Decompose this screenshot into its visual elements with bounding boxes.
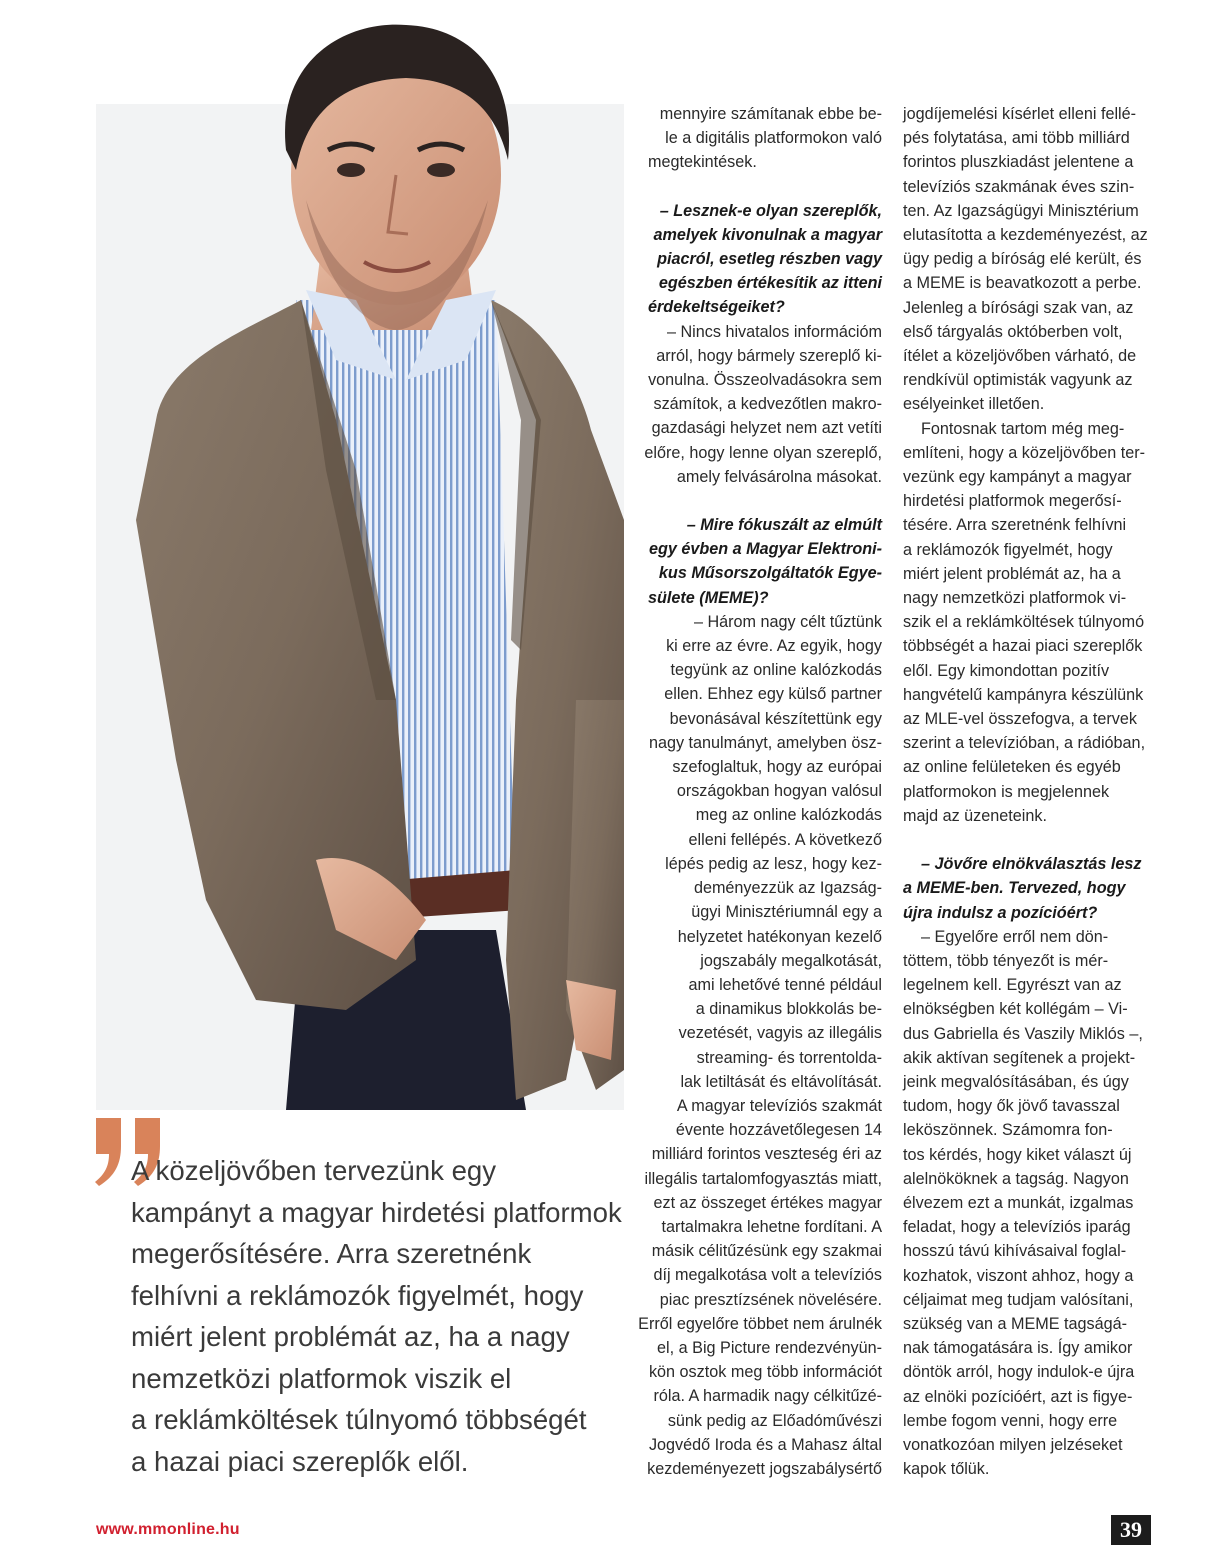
article-text-line: tegyünk az online kalózkodás [670,661,882,680]
pull-quote-line: nemzetközi platformok viszik el [131,1362,512,1394]
article-text-line: évente hozzávetőlegesen 14 [675,1121,882,1140]
article-text-line: élvezem ezt a munkát, izgalmas [903,1193,1134,1212]
interview-question-line: érdekeltségeiket? [648,298,785,317]
article-text-line: – Egyelőre erről nem dön- [921,927,1109,946]
article-text-line: akik aktívan segítenek a projekt- [903,1048,1136,1067]
article-text-line: az elnöki pozícióért, azt is figye- [903,1387,1133,1406]
article-text-line: – Három nagy célt tűztünk [693,612,882,631]
article-text-line: elutasította a kezdeményezést, az [903,226,1148,245]
article-text-line: tésére. Arra szeretnénk felhívni [903,516,1127,535]
article-text-line: másik célitűzésünk egy szakmai [651,1242,882,1261]
article-text-line: piac presztízsének növelésére. [659,1290,882,1309]
article-text-line: Jogvédő Iroda és a Mahasz által [648,1435,882,1454]
article-text-line: nagy tanulmányt, amelyben ösz- [648,733,882,752]
article-text-line: kozhatok, viszont ahhoz, hogy a [903,1266,1134,1285]
pull-quote-line: a reklámköltések túlnyomó többségét [131,1404,587,1435]
article-text-line: említeni, hogy a közeljövőben ter- [903,443,1146,462]
article-text-line: kön osztok meg több információt [648,1363,882,1382]
article-text-line: többségét a hazai piaci szereplők [903,637,1143,656]
article-text-line: elől. Egy kimondottan pozitív [903,661,1110,680]
article-column-middle [630,102,882,1481]
article-text-line: Fontosnak tartom még meg- [921,419,1125,438]
article-text-line: nak támogatására is. Így amikor [903,1339,1133,1358]
article-text-line: ügyi Minisztériumnál egy a [691,903,882,922]
article-text-line: – Nincs hivatalos információm [666,322,882,341]
article-text-line: Jelenleg a bírósági szak van, az [903,298,1134,317]
article-text-line: jogszabály megalkotását, [700,951,882,970]
article-text-line: lembe fogom venni, hogy erre [903,1411,1118,1430]
footer-website-link[interactable]: www.mmonline.hu [96,1521,240,1538]
article-text-line: elnökségben két kollégám – Vi- [903,1000,1128,1019]
article-text-line: lépés pedig az lesz, hogy kez- [665,854,882,873]
article-text-line: ügy pedig a bíróság elé került, és [903,250,1142,269]
article-text-line: helyzetet hatékonyan kezelő [677,927,882,946]
article-text-line: vonulna. Összeolvadásokra sem [648,371,882,390]
article-text-line: vezetését, vagyis az illegális [678,1024,882,1043]
article-text-line: platformokon is megjelennek [903,782,1110,801]
interview-question-line: amelyek kivonulnak a magyar [653,225,882,244]
article-text-line: illegális tartalomfogyasztás miatt, [644,1169,882,1188]
article-text-line: első tárgyalás októberben volt, [903,322,1123,341]
article-text-line: a reklámozók figyelmét, hogy [903,540,1113,559]
portrait-photo [96,0,624,1110]
interview-question-line: újra indulsz a pozícióért? [903,903,1098,922]
article-text-line: kapok tőlük. [903,1460,990,1479]
article-text-line: miért jelent problémát az, ha a [903,564,1121,583]
interview-question-line: – Lesznek-e olyan szereplők, [659,201,882,220]
interview-question-line: egy évben a Magyar Elektroni- [648,540,882,559]
article-text-line: díj megalkotása volt a televíziós [653,1266,882,1285]
article-text-line: ellen. Ehhez egy külső partner [664,685,882,704]
article-text-line: szefoglaltuk, hogy az európai [672,758,882,777]
article-text-line: ítélet a közeljövőben várható, de [903,347,1137,366]
article-text-line: az online felületeken és egyéb [903,758,1121,777]
article-text-line: el, a Big Picture rendezvényün- [657,1338,882,1357]
article-text-line: elleni fellépés. A következő [688,830,882,849]
pull-quote [131,1150,626,1482]
article-text-line: jogdíjemelési kísérlet elleni fellé- [903,105,1137,123]
interview-question-line: sülete (MEME)? [648,588,769,607]
article-text-line: döntök arról, hogy indulok-e újra [903,1363,1135,1382]
article-text-line: majd az üzeneteink. [903,806,1047,825]
page-number: 39 [1111,1515,1151,1545]
article-text-line: televíziós szakmának éves szin- [903,177,1135,196]
pull-quote-line: a hazai piaci szereplők elől. [131,1445,469,1477]
article-text-line: szükség van a MEME tagságá- [903,1314,1128,1333]
article-text-line: esélyeinket illetően. [903,395,1045,414]
article-text-line: lak letiltását és eltávolítását. [680,1072,882,1091]
article-text-line: amely felvásárolna másokat. [676,467,882,486]
article-text-line: vonatkozóan milyen jelzéseket [903,1435,1123,1454]
article-text-line: forintos pluszkiadást jelentene a [903,153,1134,172]
article-text-line: vezünk egy kampányt a magyar [903,468,1132,487]
article-text-line: szerint a televízióban, a rádióban, [903,734,1146,753]
paragraph-gap [903,828,1151,852]
article-text-line: leköszönnek. Számomra fon- [903,1121,1113,1140]
paragraph-gap [630,175,882,199]
article-text-line: A magyar televíziós szakmát [676,1096,882,1115]
article-text-line: kezdeményezett jogszabálysértő [647,1459,882,1478]
article-text-line: az MLE-vel összefogva, a tervek [903,710,1137,729]
article-text-line: töttem, több tényezőt is mér- [903,951,1109,970]
article-text-line: pés folytatása, ami több milliárd [903,129,1130,148]
article-text-line: legelnem kell. Egyrészt van az [903,976,1122,995]
article-text-line: meg az online kalózkodás [695,806,882,825]
article-text-line: milliárd forintos veszteség éri az [651,1145,882,1164]
article-text-line: rendkívül optimisták vagyunk az [903,371,1133,390]
article-text-line: le a digitális platformokon való [665,129,882,148]
article-text-line: céljaimat meg tudjam valósítani, [903,1290,1134,1309]
article-text-line: alelnököknek a tagság. Nagyon [903,1169,1129,1188]
pull-quote-line: kampányt a magyar hirdetési platformok [131,1196,622,1228]
portrait-illustration [96,0,624,1110]
article-text-line: megtekintések. [648,153,757,172]
paragraph-gap [630,489,882,513]
article-column-right [903,102,1151,1481]
interview-question-line: – Jövőre elnökválasztás lesz [921,855,1142,874]
article-text-line: gazdasági helyzet nem azt vetíti [651,419,882,438]
article-text-line: szik el a reklámköltések túlnyomó [903,613,1145,632]
pull-quote-line: A közeljövőben tervezünk egy [131,1155,497,1186]
article-text-line: országokban hogyan valósul [676,782,882,801]
pull-quote-line: miért jelent problémát az, ha a nagy [131,1321,570,1352]
article-text-line: hirdetési platformok megerősí- [903,492,1122,511]
article-text-line: hosszú távú kihívásaival foglal- [903,1242,1127,1261]
interview-question-line: – Mire fókuszált az elmúlt [686,516,882,535]
article-text-line: Erről egyelőre többet nem árulnék [638,1314,882,1333]
article-text-line: ezt az összeget értékes magyar [653,1193,882,1212]
article-text-line: tudom, hogy ők jövő tavasszal [903,1097,1120,1116]
article-text-line: feladat, hogy a televíziós iparág [903,1218,1131,1237]
pull-quote-line: megerősítésére. Arra szeretnénk [131,1238,532,1269]
article-text-line: streaming- és torrentolda- [696,1048,882,1067]
article-text-line: a MEME is beavatkozott a perbe. [903,274,1142,293]
interview-question-line: piacról, esetleg részben vagy [657,250,882,269]
article-text-line: bevonásával készítettünk egy [669,709,882,728]
article-text-line: ten. Az Igazságügyi Minisztérium [903,201,1139,220]
article-text-line: dus Gabriella és Vaszily Miklós –, [903,1024,1143,1043]
article-text-line: tartalmakra lehetne fordítani. A [661,1217,882,1236]
article-text-line: mennyire számítanak ebbe be- [659,105,882,123]
article-text-line: a dinamikus blokkolás be- [695,1000,882,1019]
article-text-line: sünk pedig az Előadóművészi [667,1411,882,1430]
article-text-line: ki erre az évre. Az egyik, hogy [666,637,882,656]
article-text-line: arról, hogy bármely szereplő ki- [656,346,882,365]
article-text-line: deményezzük az Igazság- [693,879,882,898]
interview-question-line: kus Műsorszolgáltatók Egye- [658,564,882,583]
article-text-line: számítok, a kedvezőtlen makro- [653,395,882,414]
article-text-line: hangvételű kampányra készülünk [903,685,1144,704]
article-text-line: nagy nemzetközi platformok vi- [903,589,1127,608]
article-text-line: róla. A harmadik nagy célkitűzé- [653,1387,882,1406]
article-text-line: jeink megvalósításában, és úgy [903,1072,1129,1091]
article-text-line: ami lehetővé tenné például [688,975,882,994]
interview-question-line: a MEME-ben. Tervezed, hogy [903,879,1126,898]
article-text-line: előre, hogy lenne olyan szereplő, [644,443,882,462]
interview-question-line: egészben értékesítik az itteni [658,274,882,293]
article-text-line: tos kérdés, hogy kiket választ új [903,1145,1132,1164]
pull-quote-line: felhívni a reklámozók figyelmét, hogy [131,1279,584,1311]
